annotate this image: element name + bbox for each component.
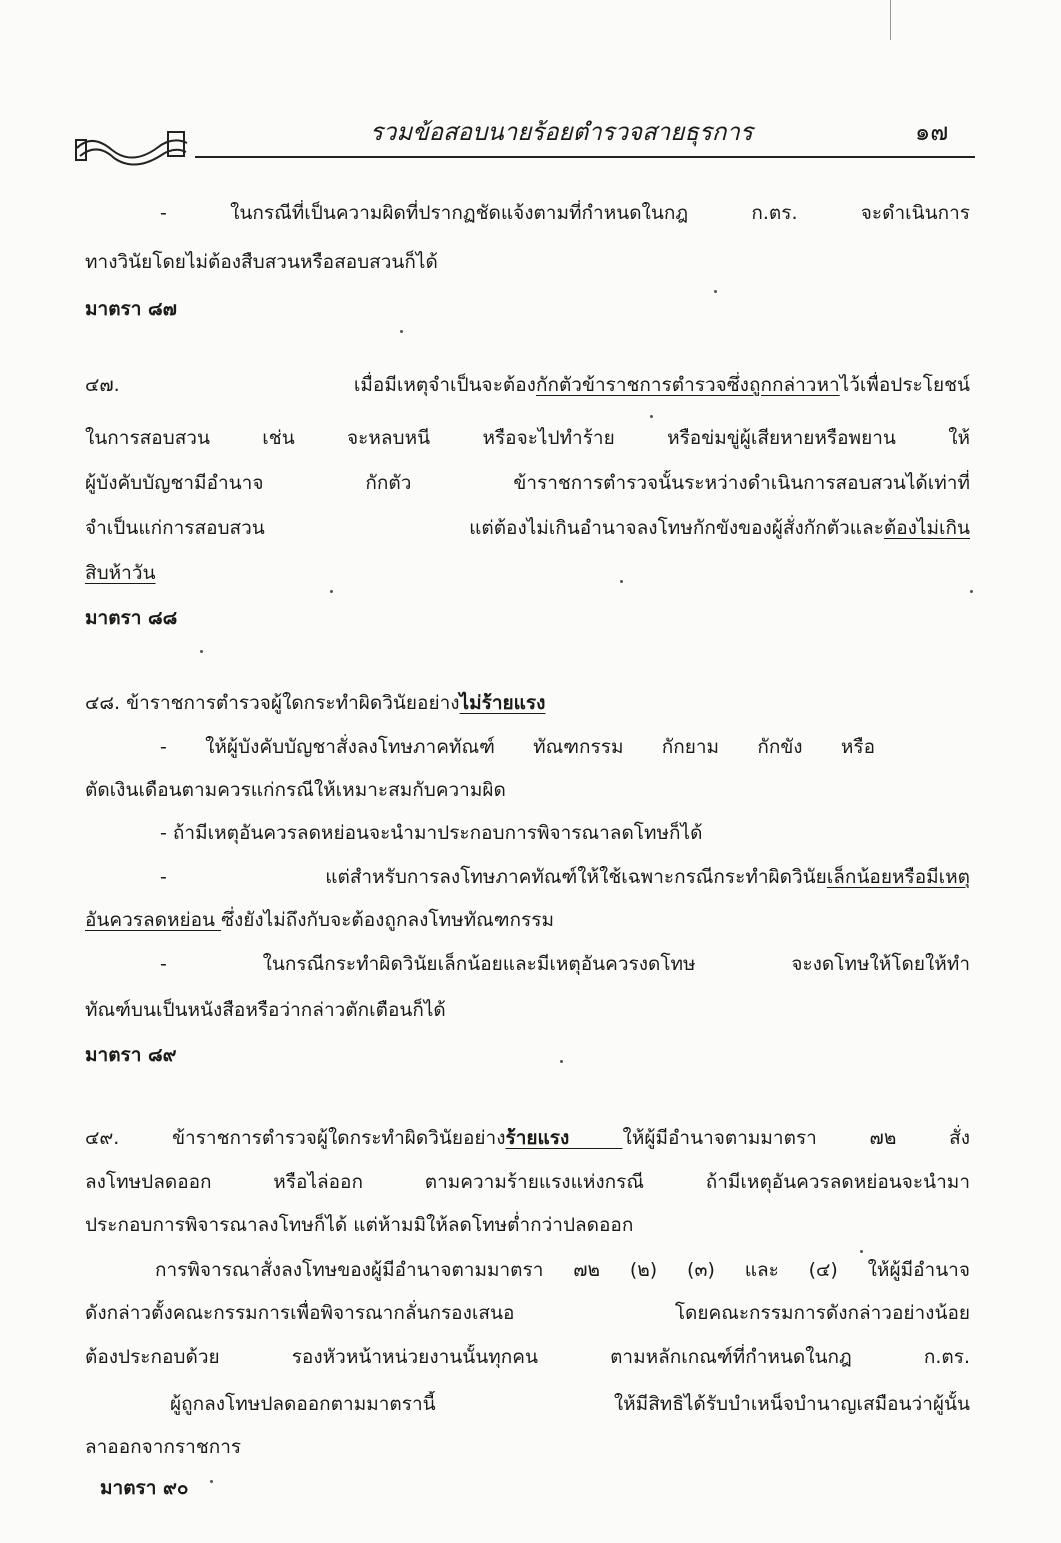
text-segment: การพิจารณาสั่งลงโทษของผู้มีอำนาจตามมาตรา ๗๒ (๒) (๓) และ (๔) ให้ผู้มีอำนาจ (155, 1259, 970, 1281)
text-segment: ลาออกจากราชการ (85, 1436, 242, 1458)
underlined-text: ไม่ร้ายแรง (459, 692, 546, 714)
text-segment: ๔๗. เมื่อมีเหตุจำเป็นจะต้อง (85, 374, 536, 396)
text-segment: ผู้ถูกลงโทษปลดออกตามมาตรานี้ ให้มีสิทธิได้รับบำเหน็จบำนาญเสมือนว่าผู้นั้น (170, 1393, 970, 1415)
text-segment: ลงโทษปลดออก หรือไล่ออก ตามความร้ายแรงแห่งกรณี ถ้ามีเหตุอันควรลดหย่อนจะนำมา (85, 1171, 970, 1193)
scan-speck (400, 330, 403, 333)
text-segment: ๔๘. ข้าราชการตำรวจผู้ใดกระทำผิดวินัยอย่าง (85, 692, 460, 714)
text-line (85, 997, 446, 1023)
text-line (85, 560, 156, 586)
text-segment: มาตรา ๘๗ (85, 298, 177, 320)
text-line (85, 907, 554, 933)
text-segment: ให้ผู้มีอำนาจตามมาตรา ๗๒ สั่ง (622, 1127, 970, 1149)
scan-speck (970, 590, 973, 593)
underlined-text: สิบห้าวัน (85, 562, 156, 584)
section-heading (85, 296, 177, 322)
text-line (85, 777, 506, 803)
text-line (85, 690, 545, 716)
underlined-text: ต้องไม่เกิน (883, 517, 970, 539)
text-segment: ตัดเงินเดือนตามควรแก่กรณีให้เหมาะสมกับความผิด (85, 779, 506, 801)
text-segment: ต้องประกอบด้วย รองหัวหน้าหน่วยงานนั้นทุกคน ตามหลักเกณฑ์ที่กำหนดในกฎ ก.ตร. (85, 1346, 970, 1368)
text-line (85, 515, 970, 543)
text-segment: - ให้ผู้บังคับบัญชาสั่งลงโทษภาคทัณฑ์ ทัณฑกรรม กักยาม กักขัง หรือ (160, 736, 875, 758)
scan-speck (330, 590, 333, 593)
section-heading (85, 605, 177, 631)
text-line (85, 1434, 241, 1460)
text-segment: มาตรา ๙๐ (100, 1477, 189, 1499)
scan-speck (210, 1480, 213, 1483)
text-line (85, 425, 970, 453)
underlined-text: กักตัวข้าราชการตำรวจซึ่งถูกกล่าวหา (535, 374, 840, 396)
text-segment: มาตรา ๘๘ (85, 607, 178, 629)
header-title: รวมข้อสอบนายร้อยตำรวจสายธุรการ (370, 118, 753, 146)
text-segment: จำเป็นแก่การสอบสวน แต่ต้องไม่เกินอำนาจลงโทษกักขังของผู้สั่งกักตัวและ (85, 517, 884, 539)
scan-speck (620, 580, 623, 583)
text-segment: ในการสอบสวน เช่น จะหลบหนี หรือจะไปทำร้าย หรือข่มขู่ผู้เสียหายหรือพยาน ให้ (85, 427, 970, 449)
scan-speck (560, 1060, 563, 1063)
underlined-text: อันควรลดหย่อน (85, 909, 222, 931)
section-heading (85, 1042, 177, 1068)
text-line (155, 1257, 970, 1285)
publisher-logo-icon (72, 128, 192, 168)
scan-speck (200, 650, 203, 653)
text-segment: ซึ่งยังไม่ถึงกับจะต้องถูกลงโทษทัณฑกรรม (221, 909, 554, 931)
text-line (85, 1212, 633, 1238)
section-heading (100, 1475, 189, 1501)
text-segment: ดังกล่าวตั้งคณะกรรมการเพื่อพิจารณากลั่นกรองเสนอ โดยคณะกรรมการดังกล่าวอย่างน้อย (85, 1302, 970, 1324)
underlined-text: ร้ายแรง (505, 1127, 623, 1149)
text-segment: ผู้บังคับบัญชามีอำนาจ กักตัว ข้าราชการตำรวจนั้นระหว่างดำเนินการสอบสวนได้เท่าที่ (85, 472, 970, 494)
text-line (85, 1344, 970, 1372)
text-line (85, 470, 970, 498)
scan-speck (860, 1250, 863, 1253)
page-number: ๑๗ (915, 118, 949, 146)
text-segment: ประกอบการพิจารณาลงโทษก็ได้ แต่ห้ามมิให้ลดโทษต่ำกว่าปลดออก (85, 1214, 634, 1236)
underlined-text: เล็กน้อยหรือมีเหตุ (826, 866, 970, 888)
text-segment: - ถ้ามีเหตุอันควรลดหย่อนจะนำมาประกอบการพิจารณาลดโทษก็ได้ (160, 822, 703, 844)
text-segment: - ในกรณีที่เป็นความผิดที่ปรากฏชัดแจ้งตามที่กำหนดในกฎ ก.ตร. จะดำเนินการ (160, 202, 970, 224)
scan-edge-line (890, 0, 891, 40)
text-segment: ไว้เพื่อประโยชน์ (839, 374, 970, 396)
text-line (160, 864, 970, 892)
text-line (160, 200, 970, 228)
scan-speck (650, 415, 653, 418)
text-line (85, 249, 438, 275)
text-segment: ทางวินัยโดยไม่ต้องสืบสวนหรือสอบสวนก็ได้ (85, 251, 438, 273)
header-divider (195, 156, 975, 158)
text-line (85, 1300, 970, 1328)
text-segment: - แต่สำหรับการลงโทษภาคทัณฑ์ให้ใช้เฉพาะกรณีกระทำผิดวินัย (160, 866, 827, 888)
text-line (85, 1125, 970, 1153)
text-line (160, 820, 702, 846)
text-line (85, 1169, 970, 1197)
text-segment: ๔๙. ข้าราชการตำรวจผู้ใดกระทำผิดวินัยอย่าง (85, 1127, 506, 1149)
text-line (170, 1391, 970, 1419)
scan-speck (714, 290, 717, 293)
text-line (160, 734, 875, 762)
text-line (85, 372, 970, 400)
text-segment: - ในกรณีกระทำผิดวินัยเล็กน้อยและมีเหตุอันควรงดโทษ จะงดโทษให้โดยให้ทำ (160, 953, 970, 975)
text-segment: มาตรา ๘๙ (85, 1044, 177, 1066)
text-line (160, 951, 970, 979)
text-segment: ทัณฑ์บนเป็นหนังสือหรือว่ากล่าวตักเตือนก็ได้ (85, 999, 446, 1021)
